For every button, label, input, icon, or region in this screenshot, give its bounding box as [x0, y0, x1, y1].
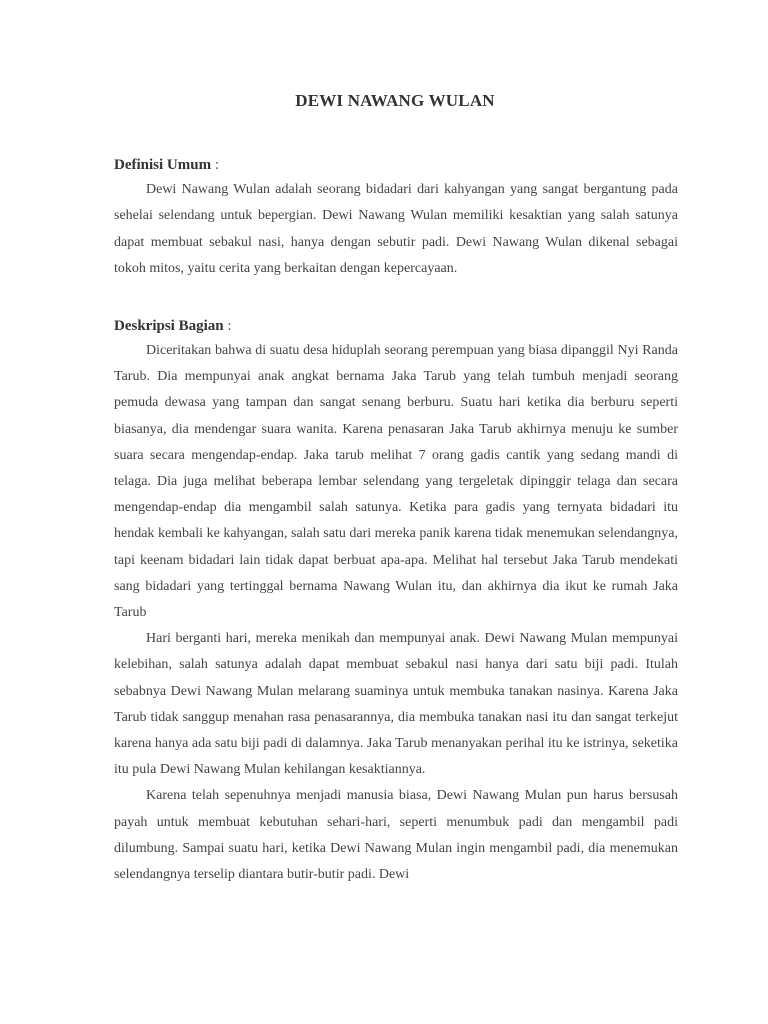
- section-heading-colon: :: [211, 157, 220, 173]
- paragraph: Dewi Nawang Wulan adalah seorang bidadari dari kahyangan yang sangat bergantung pada sehelai selendang untuk bepergian. Dewi Nawang Wulan memiliki kesaktian yang salah satunya dapat membuat sebakul nasi, hanya dengan sebutir padi. Dewi Nawang Wulan dikenal sebagai tokoh mitos, yaitu cerita yang berkaitan dengan kepercayaan.: [114, 182, 678, 277]
- document-title: DEWI NAWANG WULAN: [295, 91, 495, 110]
- section-heading: [114, 153, 678, 177]
- section-heading-label: Definisi Umum: [114, 157, 212, 173]
- paragraph: Diceritakan bahwa di suatu desa hiduplah seorang perempuan yang biasa dipanggil Nyi Randa Tarub. Dia mempunyai anak angkat bernama Jaka Tarub yang telah tumbuh menjadi seorang pemuda dewasa yang tampan dan sangat senang berburu. Suatu hari ketika dia berburu seperti biasanya, dia mendengar suara wanita. Karena penasaran Jaka Tarub akhirnya menuju ke sumber suara secara mengendap-endap. Jaka tarub melihat 7 orang gadis cantik yang sedang mandi di telaga. Dia juga melihat beberapa lembar selendang yang tergeletak dipinggir telaga dan secara mengendap-endap dia mengambil salah satunya. Ketika para gadis yang ternyata bidadari itu hendak kembali ke kahyangan, salah satu dari mereka panik karena tidak menemukan selendangnya, tapi keenam bidadari lain tidak dapat berbuat apa-apa. Melihat hal tersebut Jaka Tarub mendekati sang bidadari yang tertinggal bernama Nawang Wulan itu, dan akhirnya dia ikut ke rumah Jaka Tarub: [114, 343, 678, 621]
- section-heading: [114, 314, 678, 338]
- section-definisi-umum: [114, 153, 678, 283]
- section-heading-label: Deskripsi Bagian: [114, 318, 224, 334]
- section-heading-colon: :: [223, 318, 232, 334]
- paragraph: Hari berganti hari, mereka menikah dan mempunyai anak. Dewi Nawang Mulan mempunyai kelebihan, salah satunya adalah dapat membuat sebakul nasi hanya dari satu biji padi. Itulah sebabnya Dewi Nawang Mulan melarang suaminya untuk membuka tanakan nasinya. Karena Jaka Tarub tidak sanggup menahan rasa penasarannya, dia membuka tanakan nasi itu dan sangat terkejut karena hanya ada satu biji padi di dalamnya. Jaka Tarub menanyakan perihal itu ke istrinya, seketika itu pula Dewi Nawang Mulan kehilangan kesaktiannya.: [114, 631, 678, 778]
- paragraph: Karena telah sepenuhnya menjadi manusia biasa, Dewi Nawang Mulan pun harus bersusah payah untuk membuat kebutuhan sehari-hari, seperti menumbuk padi dan mengambil padi dilumbung. Sampai suatu hari, ketika Dewi Nawang Mulan ingin mengambil padi, dia menemukan selendangnya terselip diantara butir-butir padi. Dewi: [114, 788, 678, 883]
- section-deskripsi-bagian: [114, 314, 678, 888]
